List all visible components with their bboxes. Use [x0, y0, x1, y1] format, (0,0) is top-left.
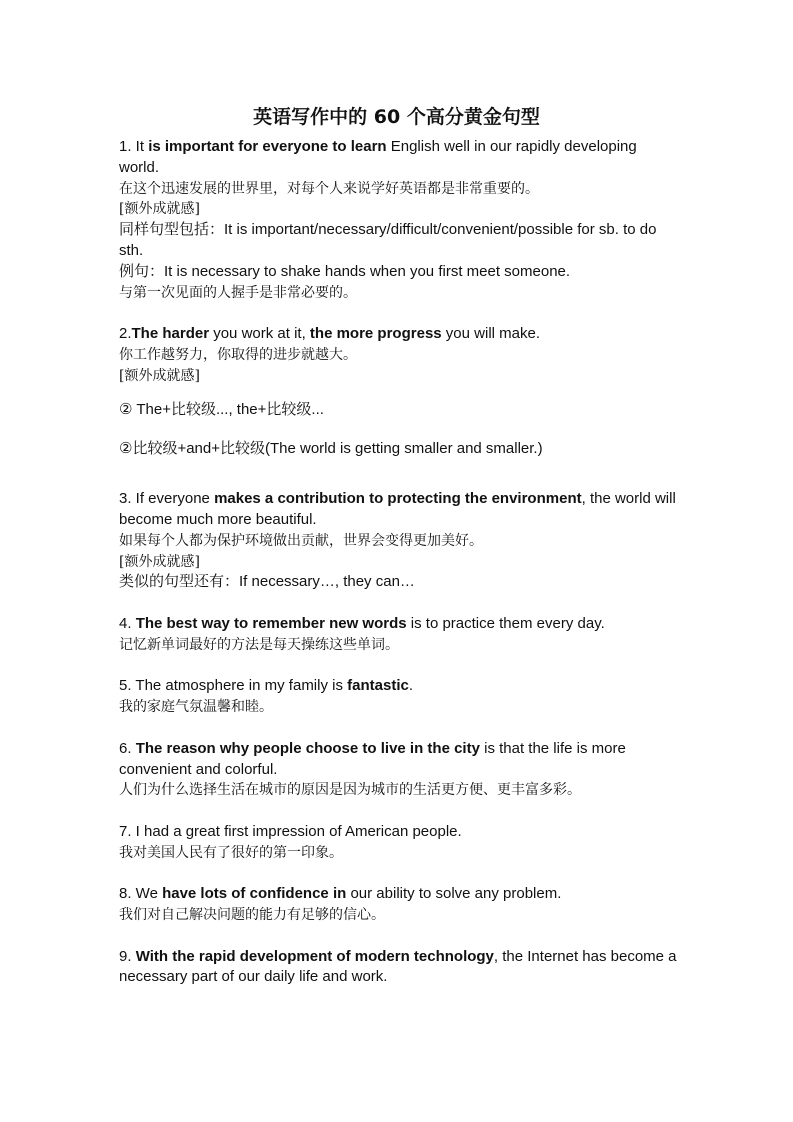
sentence-1-post: English well in our rapidly developing world. [119, 138, 641, 176]
sentence-5-post: . [408, 677, 414, 695]
sentence-3-post: , the world will become much more beautiful. [119, 490, 680, 528]
sentence-2-english [119, 324, 679, 345]
sentence-2-key-phrase-1: The harder [131, 325, 210, 343]
sentence-2-chinese: 你工作越努力，你取得的进步就越大。 [119, 346, 357, 363]
sentence-9-english [119, 947, 679, 989]
sentence-8 [119, 884, 679, 926]
sentence-9 [119, 947, 679, 989]
sentence-8-key-phrase: have lots of confidence in [162, 885, 347, 903]
sentence-5 [119, 676, 679, 718]
sentence-6-english [119, 739, 679, 781]
sentence-6-post: is that the life is more convenient and colorful. [119, 739, 631, 778]
sentence-2-note-2: ②比较级+and+比较级(The world is getting smaller and smaller.) [119, 440, 543, 458]
document-body [119, 137, 679, 988]
sentence-5-chinese: 我的家庭气氛温馨和睦。 [119, 699, 273, 716]
sentence-6-chinese: 人们为什么选择生活在城市的原因是因为城市的生活更方便、更丰富多彩。 [119, 782, 581, 799]
sentence-4-post: is to practice them every day. [406, 614, 605, 632]
page-title: 英语写作中的 60 个高分黄金句型 [253, 106, 540, 128]
sentence-4-english [119, 614, 679, 635]
sentence-2-note-1: ② The+比较级..., the+比较级... [119, 400, 324, 418]
sentence-3-pre: 3. If everyone [119, 490, 215, 508]
sentence-1-chinese: 在这个迅速发展的世界里，对每个人来说学好英语都是非常重要的。 [119, 180, 539, 197]
sentence-4-key-phrase: The best way to remember new words [135, 614, 407, 632]
sentence-9-post: , the Internet has become a necessary part of our daily life and work. [119, 947, 681, 986]
sentence-5-pre: 5. The atmosphere in my family is [119, 677, 348, 695]
sentence-4-chinese: 记忆新单词最好的方法是每天操练这些单词。 [119, 636, 399, 653]
sentence-1-english [119, 137, 679, 179]
sentence-2 [119, 324, 679, 460]
sentence-1-example: 例句：It is necessary to shake hands when you first meet someone. [119, 262, 571, 280]
sentence-6 [119, 739, 679, 801]
sentence-1 [119, 137, 679, 303]
sentence-1-key-phrase: is important for everyone to learn [148, 138, 387, 155]
sentence-6-key-phrase: The reason why people choose to live in the city [135, 739, 480, 757]
sentence-4-pre: 4. [119, 614, 136, 632]
sentence-8-english [119, 884, 679, 905]
sentence-1-similar-patterns: 同样句型包括：It is important/necessary/difficult/convenient/possible for sb. to do sth. [119, 221, 661, 259]
sentence-1-extra-tag: [额外成就感] [119, 201, 200, 218]
sentence-3-chinese: 如果每个人都为保护环境做出贡献，世界会变得更加美好。 [119, 532, 483, 549]
sentence-6-pre: 6. [119, 739, 136, 757]
sentence-2-pre: 2. [119, 325, 132, 343]
sentence-3-key-phrase: makes a contribution to protecting the environment [214, 490, 582, 508]
sentence-7-english: 7. I had a great first impression of American people. [119, 822, 462, 840]
sentence-3-extra-tag: [额外成就感] [119, 553, 200, 570]
sentence-8-post: our ability to solve any problem. [346, 885, 562, 903]
sentence-3 [119, 489, 679, 593]
sentence-2-post: you will make. [441, 325, 541, 343]
sentence-5-key-phrase: fantastic [347, 677, 409, 695]
sentence-9-key-phrase: With the rapid development of modern technology [135, 947, 494, 965]
sentence-5-english [119, 676, 679, 697]
sentence-7 [119, 822, 679, 864]
sentence-8-pre: 8. We [119, 885, 163, 903]
sentence-1-example-chinese: 与第一次见面的人握手是非常必要的。 [119, 284, 357, 301]
sentence-2-extra-tag: [额外成就感] [119, 367, 200, 384]
sentence-4 [119, 614, 679, 656]
sentence-8-chinese: 我们对自己解决问题的能力有足够的信心。 [119, 907, 385, 924]
sentence-3-english [119, 489, 679, 531]
sentence-2-key-phrase-2: the more progress [309, 325, 442, 343]
sentence-9-pre: 9. [119, 947, 136, 965]
sentence-2-mid: you work at it, [209, 325, 310, 343]
sentence-3-similar-patterns: 类似的句型还有：If necessary…, they can… [119, 573, 415, 591]
sentence-1-pre: 1. It [119, 138, 149, 155]
sentence-7-chinese: 我对美国人民有了很好的第一印象。 [119, 844, 343, 861]
